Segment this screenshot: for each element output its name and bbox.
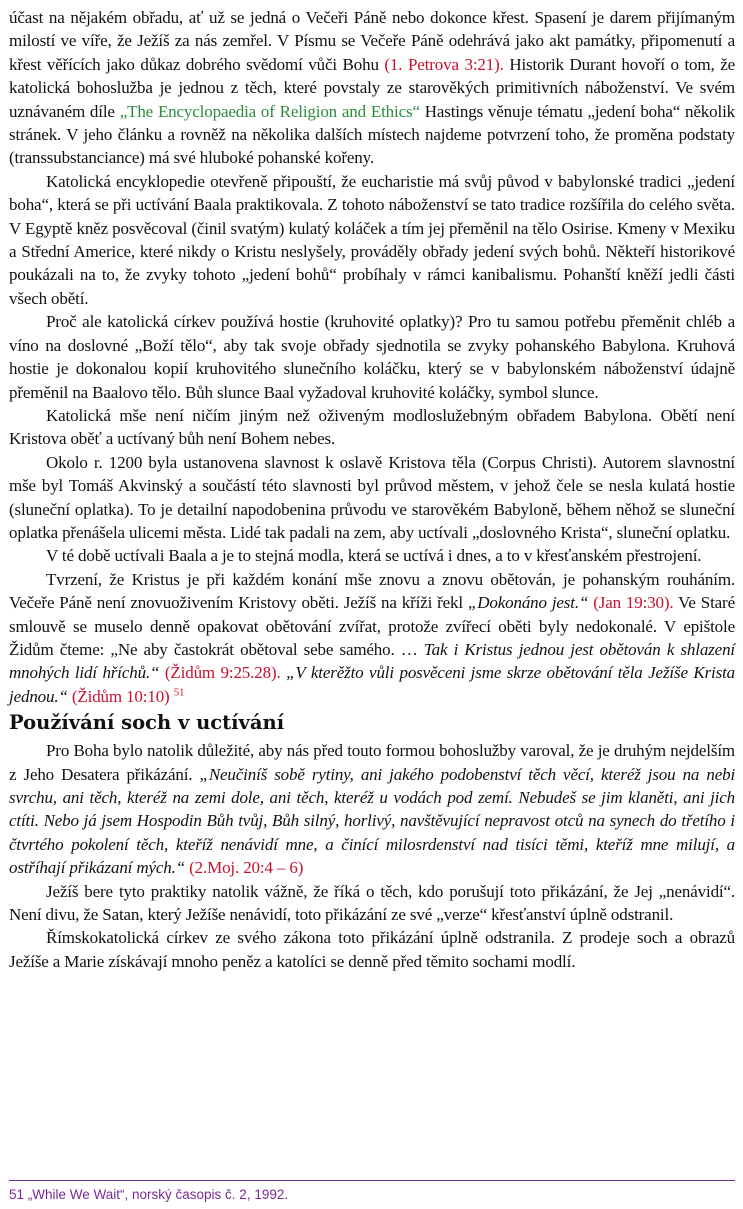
- scripture-reference: (Židům 9:25.28).: [164, 663, 281, 683]
- scripture-reference: (Židům 10:10): [71, 686, 170, 706]
- scripture-quote: Tak i Kristus jednou jest obětován k shlazení mnohých lidí hříchů.“: [9, 639, 735, 683]
- footnote: 51 „While We Wait“, norský časopis č. 2, 1992.: [9, 1187, 289, 1202]
- paragraph-8-text-a: Pro Boha bylo natolik důležité, aby nás před touto formou bohoslužby varoval, že je druhým nejdelším z Jeho Desatera přikázání.: [9, 741, 735, 784]
- paragraph-1-text-b: Historik Durant hovoří o tom, že katolická bohoslužba je jednou z těch, které povstaly ze starověkých primitivních náboženství. Ve svém uznávaném díle: [9, 54, 735, 121]
- paragraph-8: [9, 739, 735, 879]
- paragraph-7-text-b: Ve Staré smlouvě se muselo denně opakovat obětování zvířat, protože zvířecí oběti byly nedokonalé. V epištole Židům čteme: „Ne aby častokrát obětoval sebe samého. …: [9, 593, 735, 659]
- paragraph-3: Proč ale katolická církev používá hostie (kruhovité oplatky)? Pro tu samou potřebu přeměnit chléb a víno na doslovné „Boží tělo“, aby tak svoje obřady sjednotila se zvyky pohanského Babylona. Kruhová hostie je dokonalou kopií kruhovitého slunečního koláčku, který se v babylonském náboženství údajně přeměnil na Baalovo tělo. Bůh slunce Baal vyžadoval kruhovité koláčky, symbol slunce.: [9, 312, 735, 402]
- scripture-reference: (1. Petrova 3:21).: [384, 54, 504, 74]
- scripture-reference: (Jan 19:30).: [593, 593, 674, 613]
- article-body: [9, 6, 735, 973]
- footnote-divider: [9, 1180, 735, 1181]
- footnote-marker[interactable]: 51: [173, 686, 185, 699]
- paragraph-7: [9, 568, 735, 708]
- paragraph-7-text-a: Tvrzení, že Kristus je při každém konání mše znovu a znovu obětován, je pohanským rouháním. Večeře Páně není znovuoživením Kristovy oběti. Ježíš na kříži řekl: [9, 569, 735, 613]
- scripture-reference: (2.Moj. 20:4 – 6): [189, 858, 304, 878]
- paragraph-5: Okolo r. 1200 byla ustanovena slavnost k oslavě Kristova těla (Corpus Christi). Autorem slavnostní mše byl Tomáš Akvinský a součástí této slavnosti byl průvod městem, v jehož čele se nesla kulatá hostie (sluneční oplatka). To je detailní napodobenina průvodu ve starověkém Babyloně, během něhož se sluneční oplatka přenášela ulicemi města. Lidé tak padali na zem, aby uctívali „doslovného Krista“, sluneční oplatku.: [9, 452, 735, 542]
- paragraph-10: Římskokatolická církev ze svého zákona toto přikázání úplně odstranila. Z prodeje soch a obrazů Ježíše a Marie získávají mnoho peněz a katolíci se denně před těmito sochami modlí.: [9, 928, 735, 971]
- scripture-quote: „Neučiníš sobě rytiny, ani jakého podobenství těch věcí, kteréž jsou na nebi svrchu, ani těch, kteréž na zemi dole, ani těch, kteréž u vodách pod zemí. Nebudeš se jim klaněti, ani jich ctíti. Nebo já jsem Hospodin Bůh tvůj, Bůh silný, horlivý, navštěvující nepravost otců na synech do třetího i čtvrtého pokolení těch, kteříž nenávidí mne, a činící milosrdenství nad tisíci těmi, kteříž mne milují, a ostříhají přikázaní mých.“: [9, 764, 736, 878]
- paragraph-9: Ježíš bere tyto praktiky natolik vážně, že říká o těch, kdo porušují toto přikázání, že Jej „nenávidí“. Není divu, že Satan, který Ježíše nenávidí, toto přikázání ze své „verze“ křesťanství úplně odstranil.: [9, 881, 735, 925]
- paragraph-1-text-a: účast na nějakém obřadu, ať už se jedná o Večeři Páně nebo dokonce křest. Spasení je darem přijímaným milostí ve víře, že Ježíš za nás zemřel. V Písmu se Večeře Páně odehrává jako akt památky, připomenutí a křest věřících jako důkaz dobrého svědomí vůči Bohu: [9, 8, 735, 74]
- paragraph-1: [9, 6, 735, 170]
- work-title: „The Encyclopaedia of Religion and Ethics“: [119, 101, 420, 121]
- scripture-quote: „Dokonáno jest.“: [467, 593, 589, 613]
- paragraph-1-text-c: Hastings věnuje tématu „jedení boha“ několik stránek. V jeho článku a rovněž na několika dalších místech najdeme potvrzení toho, že proměna podstaty (transsubstanciance) má své hluboké pohanské kořeny.: [9, 101, 735, 168]
- paragraph-4: Katolická mše není ničím jiným než oživeným modloslužebným obřadem Babylona. Obětí není Kristova oběť a uctívaný bůh není Bohem nebes.: [9, 405, 735, 449]
- paragraph-6: V té době uctívali Baala a je to stejná modla, která se uctívá i dnes, a to v křesťanském přestrojení.: [46, 546, 702, 566]
- section-heading: Používání soch v uctívání: [9, 711, 285, 735]
- scripture-quote: „V kterěžto vůli posvěceni jsme skrze obětování těla Ježíše Krista jednou.“: [9, 663, 735, 706]
- paragraph-2: Katolická encyklopedie otevřeně připouští, že eucharistie má svůj původ v babylonské tradici „jedení boha“, která se při uctívání Baala praktikovala. Z tohoto náboženství se tato tradice rozšířila do celého světa. V Egyptě kněz posvěcoval (činil svatým) kulatý koláček a tím jej přeměnil na tělo Osirise. Kmeny v Mexiku a Střední Americe, které nikdy o Kristu neslyšely, prováděly obřady jedení svých bohů. Někteří historikové poukázali na to, že zvyky tohoto „jedení bohů“ probíhaly v rámci kanibalismu. Pohanští kněží jedli části všech obětí.: [9, 171, 735, 308]
